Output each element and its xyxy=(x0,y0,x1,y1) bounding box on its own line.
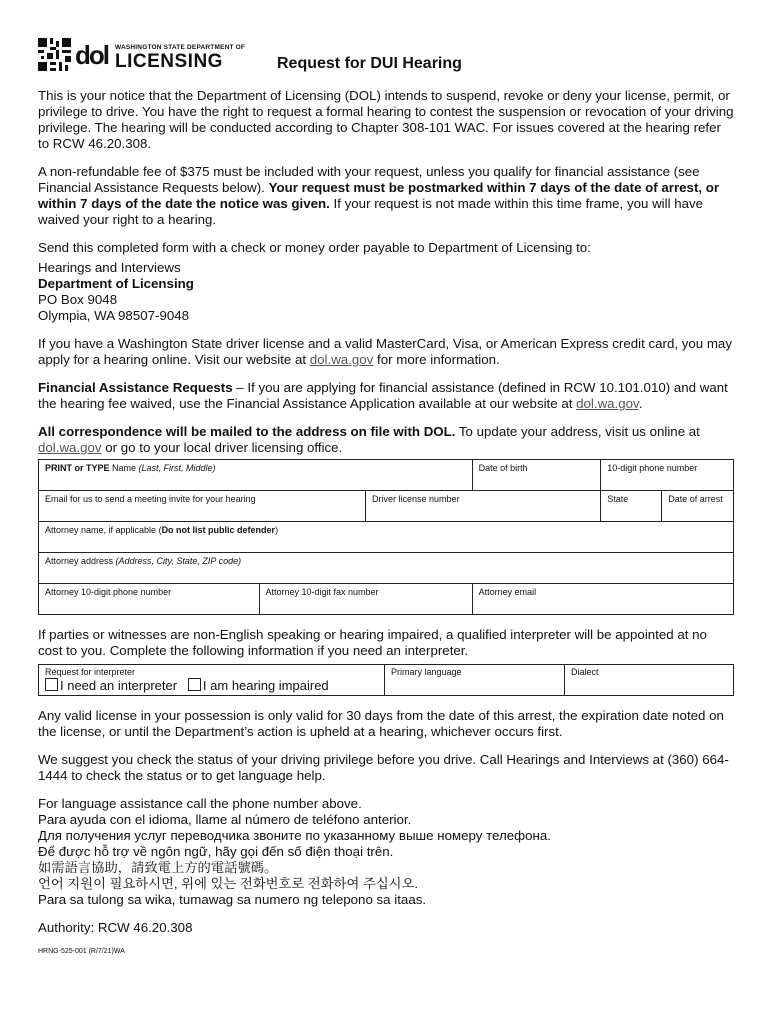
dialect-field[interactable]: Dialect xyxy=(565,665,734,696)
waiver-text: If your request is not made within this time frame, you will have waived your right to a hearing. xyxy=(38,196,704,227)
language-line-korean: 언어 지원이 필요하시면, 위에 있는 전화번호로 전화하여 주십시오. xyxy=(38,876,419,891)
interpreter-options xyxy=(45,678,378,693)
intro-paragraph: This is your notice that the Department of Licensing (DOL) intends to suspend, revoke or deny your license, permit, or privilege to drive. You have the right to request a formal hearing to contest the suspension or revocation of your driving privilege. The hearing will be conducted according to Chapter 308-101 WAC. For issues covered at the hearing refer to RCW 46.20.308. xyxy=(38,88,734,151)
interpreter-request-label: Request for interpreter xyxy=(45,667,136,677)
attorney-address-hint: (Address, City, State, ZIP code) xyxy=(115,556,242,566)
language-line-russian: Для получения услуг переводчика звоните по указанному выше номеру телефона. xyxy=(38,828,551,843)
attorney-address-label: Attorney address xyxy=(45,556,116,566)
hearing-impaired-label: I am hearing impaired xyxy=(202,678,329,693)
applicant-form xyxy=(38,459,734,615)
attorney-phone-field[interactable]: Attorney 10-digit phone number xyxy=(39,584,260,615)
interpreter-form xyxy=(38,664,734,696)
date-of-birth-field[interactable]: Date of birth xyxy=(472,460,601,491)
page-title: Request for DUI Hearing xyxy=(277,55,462,72)
document-page xyxy=(38,36,734,955)
correspondence-paragraph xyxy=(38,424,734,456)
state-field[interactable]: State xyxy=(601,491,662,522)
attorney-email-field[interactable]: Attorney email xyxy=(472,584,733,615)
financial-label: Financial Assistance Requests xyxy=(38,380,233,395)
attorney-name-label: Attorney name, if applicable ( xyxy=(45,525,162,535)
language-line-spanish: Para ayuda con el idioma, llame al número de teléfono anterior. xyxy=(38,812,412,827)
logo-licensing-word: LICENSING xyxy=(115,51,223,72)
name-field-bold: PRINT or TYPE xyxy=(45,463,110,473)
interpreter-paragraph: If parties or witnesses are non-English speaking or hearing impaired, a qualified interpreter will be appointed at no cost to you. Complete the following information if you need an interpreter. xyxy=(38,627,707,658)
form-number: HRNG-525-001 (R/7/21)WA xyxy=(38,948,125,955)
language-line-english: For language assistance call the phone number above. xyxy=(38,796,362,811)
mailing-address-line2 xyxy=(38,276,734,292)
dol-logo xyxy=(75,40,255,72)
qr-code-icon xyxy=(38,38,71,71)
financial-text-end: . xyxy=(638,396,643,411)
mailing-address-line4: Olympia, WA 98507-9048 xyxy=(38,308,190,323)
name-field[interactable] xyxy=(39,460,473,491)
attorney-name-close: ) xyxy=(275,525,279,535)
department-name: Department of Licensing xyxy=(38,276,194,291)
name-field-label: Name xyxy=(109,463,139,473)
header xyxy=(38,36,734,88)
correspondence-notice: All correspondence will be mailed to the address on file with DOL. xyxy=(38,424,456,439)
dol-logo-mark: dol xyxy=(75,40,108,70)
fee-paragraph xyxy=(38,164,734,228)
interpreter-request-field xyxy=(39,665,385,696)
phone-number-field[interactable]: 10-digit phone number xyxy=(601,460,734,491)
fee-text: A non-refundable fee of $375 must be included with your request, unless you qualify for financial assistance (see Financial Assistance Requests below). xyxy=(38,164,700,195)
license-validity-paragraph: Any valid license in your possession is only valid for 30 days from the date of this arrest, the expiration date noted on the license, or until the Department’s action is upheld at a hearing, whichever occurs first. xyxy=(38,708,724,739)
primary-language-field[interactable]: Primary language xyxy=(385,665,565,696)
email-field[interactable]: Email for us to send a meeting invite for your hearing xyxy=(39,491,366,522)
dol-website-link[interactable]: dol.wa.gov xyxy=(576,396,639,411)
dol-website-link[interactable]: dol.wa.gov xyxy=(309,352,374,367)
mailing-address-line1: Hearings and Interviews xyxy=(38,260,181,275)
online-text-end: for more information. xyxy=(373,352,500,367)
language-line-tagalog: Para sa tulong sa wika, tumawag sa numero ng telepono sa itaas. xyxy=(38,892,427,907)
send-instructions: Send this completed form with a check or money order payable to Department of Licensing to: xyxy=(38,240,591,255)
mailing-address-line3: PO Box 9048 xyxy=(38,292,118,307)
authority-line: Authority: RCW 46.20.308 xyxy=(38,920,193,935)
logo-agency-line: WASHINGTON STATE DEPARTMENT OF xyxy=(115,44,246,51)
driver-license-field[interactable]: Driver license number xyxy=(366,491,601,522)
online-text: If you have a Washington State driver license and a valid MasterCard, Visa, or American Express credit card, you may apply for a hearing online. Visit our website at xyxy=(38,336,732,367)
postmark-deadline: Your request must be postmarked within 7 days of the date of arrest, or within 7 days of the date the notice was given. xyxy=(38,180,720,211)
need-interpreter-label: I need an interpreter xyxy=(60,678,178,693)
need-interpreter-checkbox[interactable] xyxy=(45,678,58,691)
hearing-impaired-checkbox[interactable] xyxy=(188,678,201,691)
attorney-address-field[interactable] xyxy=(39,553,734,584)
language-line-chinese: 如需語言協助，請致電上方的電話號碼。 xyxy=(38,860,278,875)
correspondence-text-end: or go to your local driver licensing office. xyxy=(101,440,343,455)
attorney-name-field[interactable] xyxy=(39,522,734,553)
date-of-arrest-field[interactable]: Date of arrest xyxy=(662,491,734,522)
online-paragraph xyxy=(38,336,734,368)
status-paragraph: We suggest you check the status of your driving privilege before you drive. Call Hearings and Interviews at (360) 664-1444 to check the status or to get language help. xyxy=(38,752,729,783)
financial-paragraph xyxy=(38,380,734,412)
language-line-vietnamese: Để được hỗ trợ về ngôn ngữ, hãy gọi đến số điện thoại trên. xyxy=(38,844,394,859)
dol-website-link[interactable]: dol.wa.gov xyxy=(38,440,102,455)
financial-text: – If you are applying for financial assistance (defined in RCW 10.101.010) and want the hearing fee waived, use the Financial Assistance Application available at our website at xyxy=(38,380,728,411)
correspondence-text: To update your address, visit us online at xyxy=(455,424,700,439)
attorney-name-warning: Do not list public defender xyxy=(161,525,276,535)
name-field-hint: (Last, First, Middle) xyxy=(138,463,216,473)
attorney-fax-field[interactable]: Attorney 10-digit fax number xyxy=(259,584,472,615)
